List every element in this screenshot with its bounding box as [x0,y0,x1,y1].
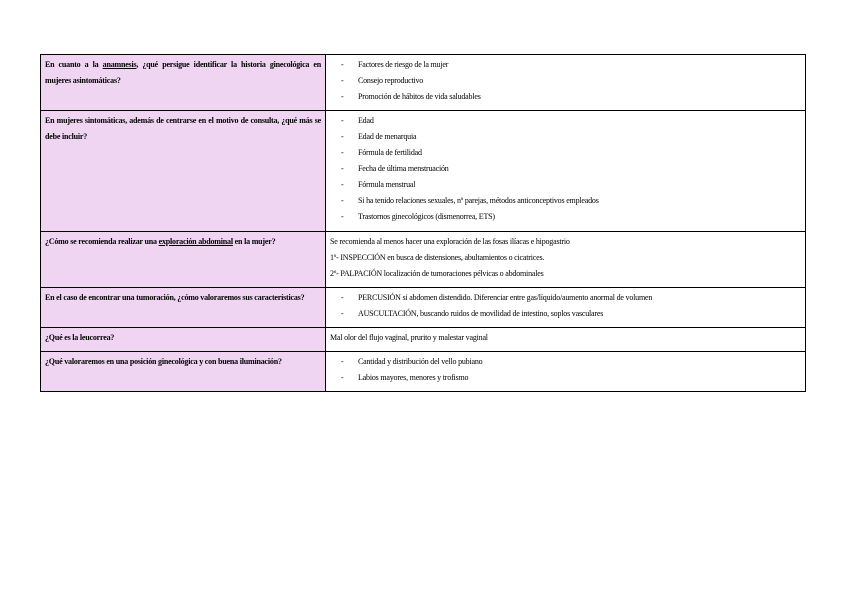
table-row [41,55,806,111]
question-text: En el caso de encontrar una tumoración, ¿cómo valoraremos sus características? [45,293,305,302]
question-text: , ¿qué persigue identificar la historia ginecológica en mujeres asintomáticas? [45,60,321,85]
answer-list [330,57,801,105]
list-item: - Edad de menarquia [341,129,801,145]
list-item: - Promoción de hábitos de vida saludables [341,89,801,105]
list-item: - Labios mayores, menores y trofismo [341,370,801,386]
answer-list [330,290,801,322]
list-item: - Fórmula de fertilidad [341,145,801,161]
answer-list [330,113,801,225]
list-item: - PERCUSIÓN si abdomen distendido. Diferenciar entre gas/líquido/aumento anormal de volumen [341,290,801,306]
answer-line: 2º- PALPACIÓN localización de tumoraciones pélvicas o abdominales [330,269,544,278]
answer-cell [326,232,806,288]
question-text: ¿Cómo se recomienda realizar una [45,237,159,246]
table-row [41,288,806,328]
question-underlined-term: exploración abdominal [158,237,233,246]
question-text: ¿Qué valoraremos en una posición ginecológica y con buena iluminación? [45,357,282,366]
question-cell [41,55,326,111]
qa-table [40,54,806,392]
list-item: - Factores de riesgo de la mujer [341,57,801,73]
question-cell [41,111,326,232]
list-item: - Si ha tenido relaciones sexuales, nº parejas, métodos anticonceptivos empleados [341,193,801,209]
table-row [41,111,806,232]
list-item: - Fórmula menstrual [341,177,801,193]
list-item: - Consejo reproductivo [341,73,801,89]
answer-line: 1º- INSPECCIÓN en busca de distensiones, abultamientos o cicatrices. [330,253,545,262]
question-cell [41,288,326,328]
list-item: - Edad [341,113,801,129]
question-cell [41,352,326,392]
answer-cell [326,288,806,328]
answer-line: Se recomienda al menos hacer una exploración de las fosas ilíacas e hipogastrio [330,237,570,246]
answer-cell [326,352,806,392]
table-row [41,328,806,352]
table-row [41,232,806,288]
answer-cell [326,55,806,111]
answer-line: Mal olor del flujo vaginal, prurito y malestar vaginal [330,333,488,342]
answer-cell [326,111,806,232]
list-item: - AUSCULTACIÓN, buscando ruidos de movilidad de intestino, soplos vasculares [341,306,801,322]
list-item: - Fecha de última menstruación [341,161,801,177]
question-underlined-term: anamnesis [102,60,137,69]
list-item: - Trastornos ginecológicos (dismenorrea, ETS) [341,209,801,225]
question-text: En cuanto a la [45,60,103,69]
question-text: ¿Qué es la leucorrea? [45,333,115,342]
list-item: - Cantidad y distribución del vello pubiano [341,354,801,370]
answer-list [330,354,801,386]
question-cell [41,328,326,352]
answer-cell [326,328,806,352]
question-text: En mujeres sintomáticas, además de centrarse en el motivo de consulta, ¿qué más se debe incluir? [45,116,321,141]
table-row [41,352,806,392]
question-cell [41,232,326,288]
question-text: en la mujer? [232,237,276,246]
